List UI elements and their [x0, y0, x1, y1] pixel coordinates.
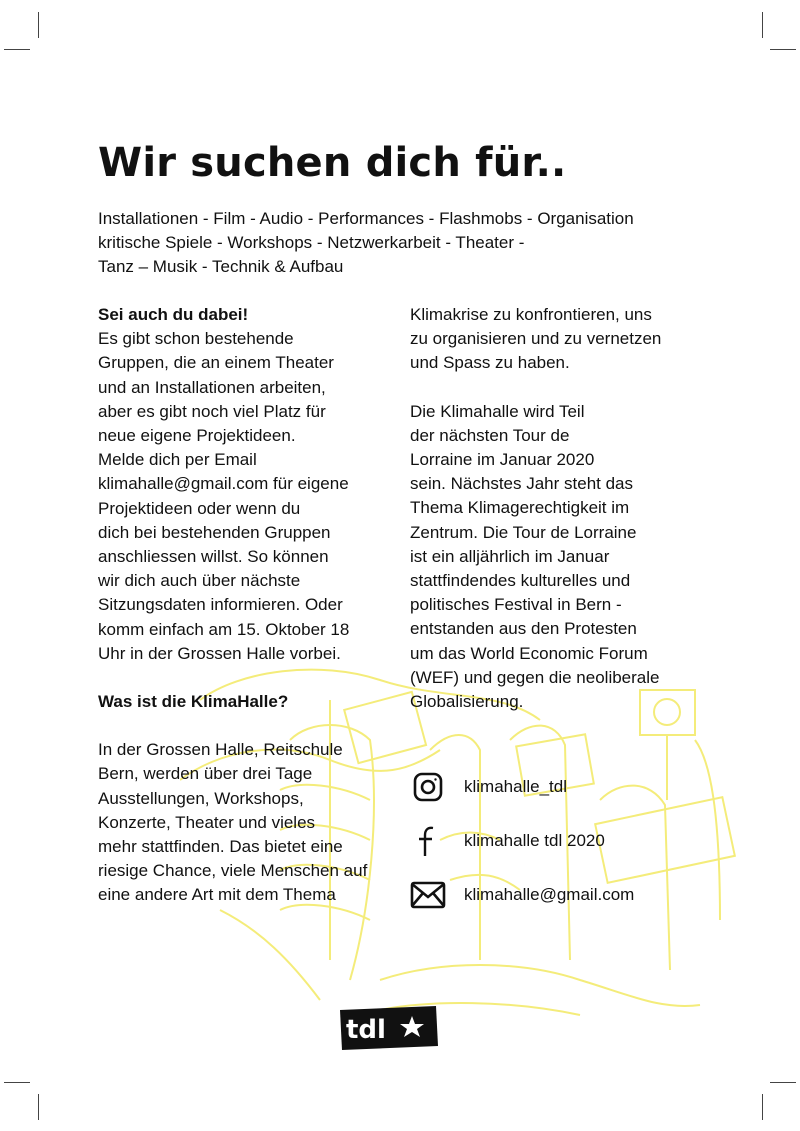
mail-icon — [410, 877, 446, 913]
text-line: Uhr in der Grossen Halle vorbei. — [98, 643, 341, 663]
text-line: Thema Klimagerechtigkeit im — [410, 498, 630, 518]
section-heading: Sei auch du dabei! — [98, 305, 249, 324]
text-line: Melde dich per Email — [98, 450, 257, 470]
right-column — [410, 303, 710, 714]
text-line: Globalisierung. — [410, 692, 524, 712]
instagram-icon — [410, 769, 446, 805]
crop-mark — [38, 12, 39, 38]
text-line: Projektideen oder wenn du — [98, 498, 301, 518]
social-links — [410, 760, 634, 922]
text-line: um das World Economic Forum — [410, 643, 648, 663]
text-line: Ausstellungen, Workshops, — [98, 788, 304, 808]
text-line: anschliessen willst. So können — [98, 547, 329, 567]
text-line: riesige Chance, viele Menschen auf — [98, 861, 368, 881]
facebook-icon — [410, 823, 446, 859]
section-heading: Was ist die KlimaHalle? — [98, 692, 289, 712]
text-line: Klimakrise zu konfrontieren, uns — [410, 305, 652, 324]
crop-mark — [770, 1082, 796, 1083]
text-line: neue eigene Projektideen. — [98, 426, 296, 446]
text-line: Lorraine im Januar 2020 — [410, 450, 595, 470]
text-line: sein. Nächstes Jahr steht das — [410, 474, 634, 494]
text-line: mehr stattfinden. Das bietet eine — [98, 837, 343, 857]
svg-text:tdl: tdl — [346, 1015, 386, 1045]
category-line: Installationen - Film - Audio - Performances - Flashmobs - Organisation — [98, 209, 634, 228]
text-line: klimahalle@gmail.com für eigene — [98, 474, 349, 494]
text-line: und an Installationen arbeiten, — [98, 377, 326, 397]
text-line: (WEF) und gegen die neoliberale — [410, 667, 660, 687]
text-line: stattfindendes kulturelles und — [410, 571, 631, 591]
text-line: Bern, werden über drei Tage — [98, 764, 313, 784]
crop-mark — [38, 1094, 39, 1120]
text-line: politisches Festival in Bern - — [410, 595, 622, 615]
crop-mark — [762, 1094, 763, 1120]
facebook-link[interactable] — [410, 814, 634, 868]
text-line: Sitzungsdaten informieren. Oder — [98, 595, 343, 615]
text-line: wir dich auch über nächste — [98, 571, 301, 591]
crop-mark — [4, 1082, 30, 1083]
text-line: komm einfach am 15. Oktober 18 — [98, 619, 350, 639]
text-line: In der Grossen Halle, Reitschule — [98, 740, 343, 760]
headline: Wir suchen dich für.. — [98, 140, 567, 186]
text-line: eine andere Art mit dem Thema — [98, 885, 336, 905]
left-column — [98, 303, 388, 908]
crop-mark — [762, 12, 763, 38]
category-list — [98, 207, 718, 279]
text-line: Konzerte, Theater und vieles — [98, 812, 316, 832]
facebook-handle: klimahalle tdl 2020 — [464, 831, 605, 850]
instagram-handle: klimahalle_tdl — [464, 777, 567, 796]
email-address: klimahalle@gmail.com — [464, 885, 635, 904]
crop-mark — [770, 49, 796, 50]
category-line: kritische Spiele - Workshops - Netzwerkarbeit - Theater - — [98, 233, 525, 252]
text-line: Es gibt schon bestehende — [98, 329, 294, 349]
text-line: der nächsten Tour de — [410, 425, 570, 445]
email-link[interactable] — [410, 868, 634, 922]
category-line: Tanz – Musik - Technik & Aufbau — [98, 257, 344, 276]
crop-mark — [4, 49, 30, 50]
text-line: Die Klimahalle wird Teil — [410, 401, 585, 421]
text-line: Gruppen, die an einem Theater — [98, 353, 334, 373]
text-line: Zentrum. Die Tour de Lorraine — [410, 522, 637, 542]
text-line: dich bei bestehenden Gruppen — [98, 522, 331, 542]
tour-de-lorraine-logo — [338, 1006, 440, 1056]
text-line: entstanden aus den Protesten — [410, 619, 637, 639]
text-line: ist ein alljährlich im Januar — [410, 546, 610, 566]
text-line: und Spass zu haben. — [410, 353, 570, 373]
instagram-link[interactable] — [410, 760, 634, 814]
text-line: zu organisieren und zu vernetzen — [410, 329, 662, 349]
text-line: aber es gibt noch viel Platz für — [98, 401, 326, 421]
